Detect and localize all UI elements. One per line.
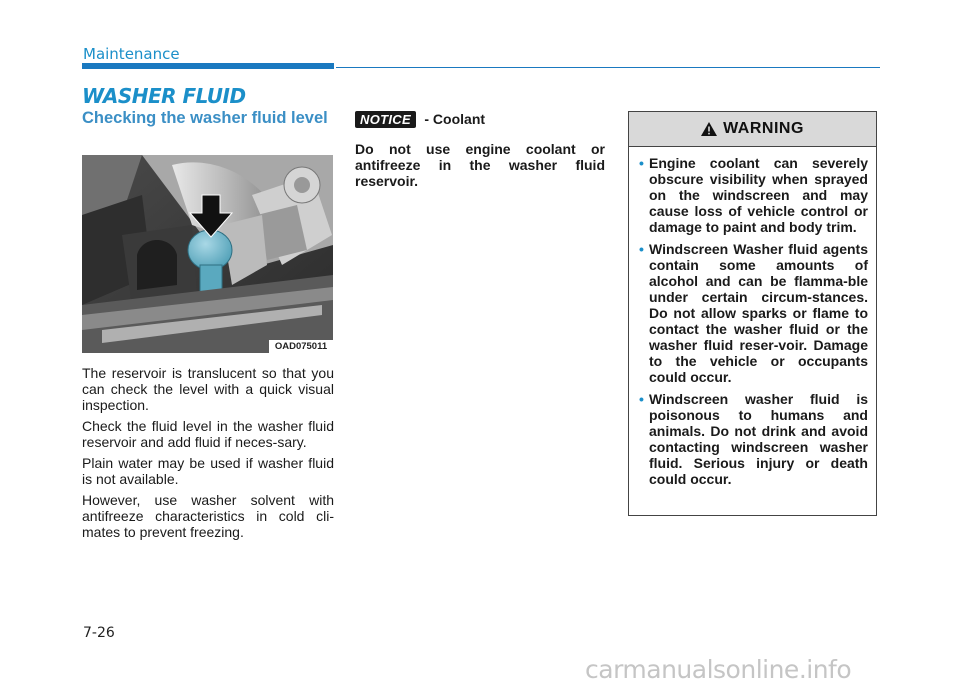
warning-item-text: Windscreen Washer fluid agents contain some amounts of alcohol and can be flamma-ble under certain circum-stances. Do not allow sparks or flame to contact the washer fluid or the washer fluid reser-voir. Damage to the vehicle or occupants could occur. <box>649 241 868 385</box>
bullet-icon: • <box>639 391 644 407</box>
warning-triangle-icon <box>701 122 717 136</box>
warning-item <box>639 391 868 487</box>
warning-box <box>628 111 877 516</box>
watermark: carmanualsonline.info <box>585 655 852 684</box>
header-rule <box>336 67 880 68</box>
notice-header <box>355 111 605 129</box>
paragraph: Check the fluid level in the washer fluid reservoir and add fluid if neces-sary. <box>82 418 334 450</box>
header-bar <box>82 63 334 69</box>
page-title: WASHER FLUID <box>82 84 246 108</box>
notice-heading: - Coolant <box>424 111 486 127</box>
warning-item-text: Windscreen washer fluid is poisonous to humans and animals. Do not drink and avoid contacting windscreen washer fluid. Serious injury or death could occur. <box>649 391 868 487</box>
warning-item-text: Engine coolant can severely obscure visibility when sprayed on the windscreen and may cause loss of vehicle control or damage to paint and body trim. <box>649 155 868 235</box>
engine-bay-image <box>82 155 333 353</box>
page-number: 7-26 <box>83 625 115 641</box>
image-code-tag: OAD075011 <box>269 340 333 353</box>
paragraph: The reservoir is translucent so that you can check the level with a quick visual inspection. <box>82 365 334 413</box>
bullet-icon: • <box>639 155 644 171</box>
left-column <box>82 110 334 127</box>
paragraph: However, use washer solvent with antifreeze characteristics in cold cli-mates to prevent freezing. <box>82 492 334 540</box>
header-section-label: Maintenance <box>83 45 180 63</box>
notice-badge: NOTICE <box>355 111 416 128</box>
subheading: Checking the washer fluid level <box>82 109 328 127</box>
notice-column <box>355 111 605 189</box>
notice-text: Do not use engine coolant or antifreeze in the washer fluid reservoir. <box>355 141 605 189</box>
bullet-icon: • <box>639 241 644 257</box>
warning-title: WARNING <box>723 120 804 137</box>
paragraph: Plain water may be used if washer fluid is not available. <box>82 455 334 487</box>
warning-item <box>639 155 868 235</box>
engine-bay-illustration <box>82 155 333 353</box>
warning-item <box>639 241 868 385</box>
warning-list <box>629 147 876 487</box>
body-text <box>82 365 334 545</box>
warning-header <box>629 112 876 147</box>
